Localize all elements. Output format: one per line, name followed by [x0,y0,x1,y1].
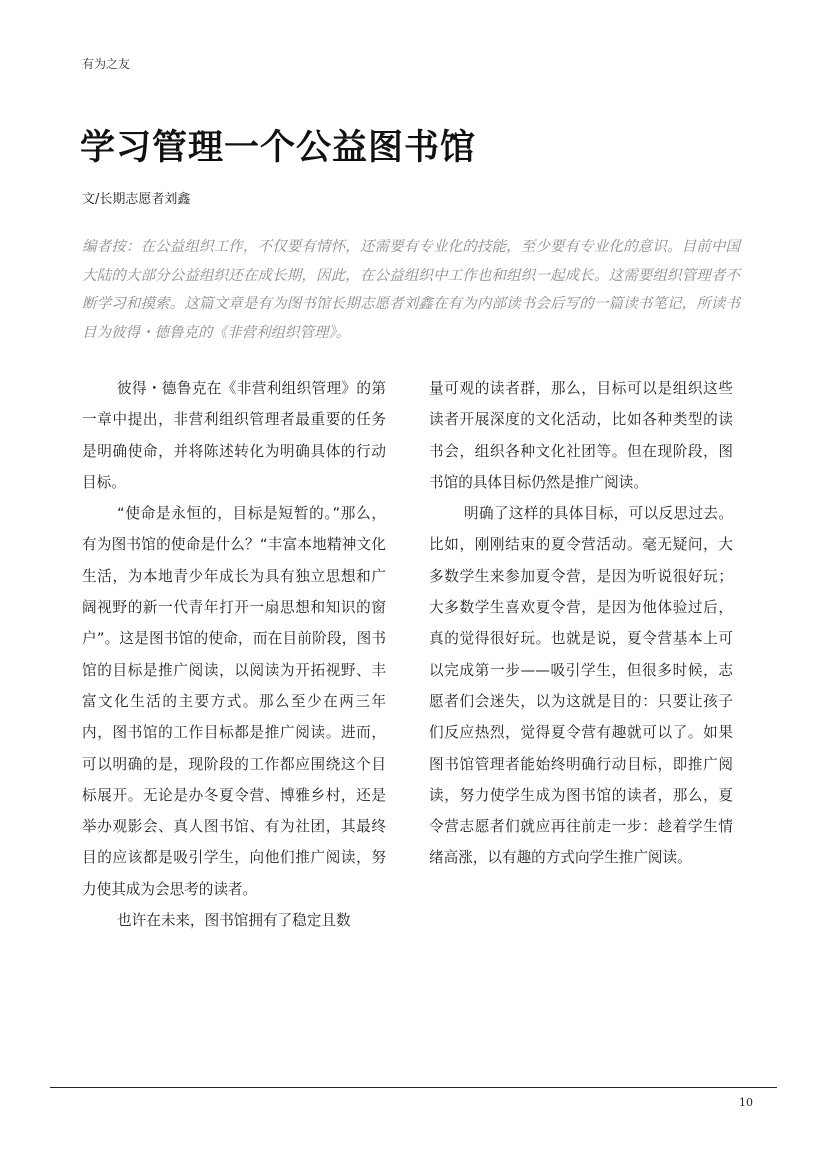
body-column-right [429,373,733,874]
paragraph: 明确了这样的具体目标，可以反思过去。比如，刚刚结束的夏令营活动。毫无疑问，大多数学生来参加夏令营，是因为听说很好玩；大多数学生喜欢夏令营，是因为他体验过后，真的觉得很好玩。也就是说，夏令营基本上可以完成第一步——吸引学生，但很多时候，志愿者们会迷失，以为这就是目的：只要让孩子们反应热烈，觉得夏令营有趣就可以了。如果图书馆管理者能始终明确行动目标，即推广阅读，努力使学生成为图书馆的读者，那么，夏令营志愿者们就应再往前走一步：趁着学生情绪高涨，以有趣的方式向学生推广阅读。 [429,505,733,867]
paragraph: 也许在未来，图书馆拥有了稳定且数 [117,912,351,930]
body-column-left [82,373,386,936]
editor-note: 编者按：在公益组织工作，不仅要有情怀，还需要有专业化的技能，至少要有专业化的意识。目前中国大陆的大部分公益组织还在成长期，因此，在公益组织中工作也和组织一起成长。这需要组织管理者不断学习和摸索。这篇文章是有为图书馆长期志愿者刘鑫在有为内部读书会后写的一篇读书笔记，所读书目为彼得・德鲁克的《非营利组织管理》。 [82,239,740,341]
article-title: 学习管理一个公益图书馆 [80,127,477,168]
page-number: 10 [739,1096,753,1109]
paragraph-continued: 量可观的读者群，那么，目标可以是组织这些读者开展深度的文化活动，比如各种类型的读书会，组织各种文化社团等。但在现阶段，图书馆的具体目标仍然是推广阅读。 [429,380,733,491]
paragraph: “使命是永恒的，目标是短暂的。”那么，有为图书馆的使命是什么？“丰富本地精神文化生活，为本地青少年成长为具有独立思想和广阔视野的新一代青年打开一扇思想和知识的窗户”。这是图书馆的使命，而在目前阶段，图书馆的目标是推广阅读，以阅读为开拓视野、丰富文化生活的主要方式。那么至少在两三年内，图书馆的工作目标都是推广阅读。进而，可以明确的是，现阶段的工作都应围绕这个目标展开。无论是办冬夏令营、博雅乡村，还是举办观影会、真人图书馆、有为社团，其最终目的应该都是吸引学生，向他们推广阅读，努力使其成为会思考的读者。 [82,505,386,898]
article-byline: 文/长期志愿者刘鑫 [82,192,191,207]
footer-divider [50,1087,777,1088]
paragraph: 彼得・德鲁克在《非营利组织管理》的第一章中提出，非营利组织管理者最重要的任务是明确使命，并将陈述转化为明确具体的行动目标。 [82,380,386,491]
running-header: 有为之友 [82,57,131,71]
